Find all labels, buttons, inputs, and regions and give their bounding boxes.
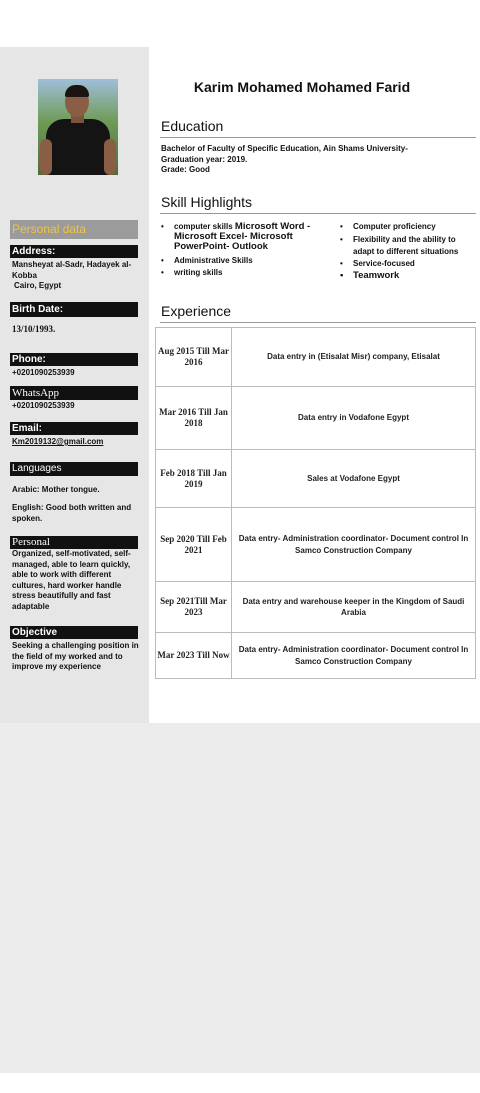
email-label: Email: [10, 422, 138, 435]
education-line2: Graduation year: 2019. [161, 154, 248, 164]
birth-date-value: 13/10/1993. [12, 324, 56, 334]
phone-value: +0201090253939 [12, 368, 75, 377]
address-line2: Cairo, Egypt [14, 281, 62, 290]
skill-computer-proficiency: • Computer proficiency [340, 222, 436, 231]
personal-label: Personal [10, 536, 138, 549]
experience-date: Aug 2015 Till Mar 2016 [156, 328, 232, 387]
skill-administrative: • Administrative Skills [161, 256, 253, 265]
objective-text: Seeking a challenging position in the field of my worked and to improve my experience [12, 641, 139, 671]
experience-heading: Experience [161, 303, 232, 319]
phone-label: Phone: [10, 353, 138, 366]
experience-job: Data entry- Administration coordinator- Document control In Samco Construction Company [232, 633, 476, 679]
bullet-icon: • [340, 235, 343, 244]
experience-job: Data entry in Vodafone Egypt [232, 387, 476, 450]
experience-job: Data entry in (Etisalat Misr) company, Etisalat [232, 328, 476, 387]
skills-rule [160, 213, 476, 214]
email-link[interactable]: Km2019132@gmail.com [12, 437, 104, 446]
skill-teamwork: • Teamwork [340, 270, 400, 281]
skill-flexibility: • Flexibility and the ability to adapt to different situations [340, 235, 459, 256]
address-line1: Mansheyat al-Sadr, Hadayek al-Kobba [12, 260, 132, 280]
skill-writing: • writing skills [161, 268, 223, 277]
experience-job: Data entry and warehouse keeper in the Kingdom of Saudi Arabia [232, 582, 476, 633]
skills-heading: Skill Highlights [161, 194, 253, 210]
languages-label: Languages [10, 462, 138, 476]
whatsapp-label: WhatsApp [10, 386, 138, 400]
table-row [156, 387, 476, 450]
profile-photo [38, 79, 118, 175]
skill-computer: • computer skills Microsoft Word - Microsoft Excel- Microsoft PowerPoint- Outlook [161, 221, 311, 252]
personal-data-heading: Personal data [10, 220, 138, 239]
blank-page-area [0, 723, 480, 1073]
language-arabic: Arabic: Mother tongue. [12, 485, 100, 494]
personal-text: Organized, self-motivated, self-managed, able to learn quickly, able to work with different cultures, hard worker handle stress beautifully and fast adaptable [12, 549, 131, 611]
experience-job: Sales at Vodafone Egypt [232, 450, 476, 508]
education-heading: Education [161, 118, 224, 134]
experience-date: Feb 2018 Till Jan 2019 [156, 450, 232, 508]
address-label: Address: [10, 245, 138, 258]
table-row [156, 582, 476, 633]
bullet-icon: • [340, 222, 343, 231]
table-row [156, 633, 476, 679]
table-row [156, 508, 476, 582]
education-line3: Grade: Good [161, 165, 210, 174]
birth-date-label: Birth Date: [10, 302, 138, 317]
skill-service-focused: • Service-focused [340, 259, 415, 268]
table-row [156, 450, 476, 508]
bullet-icon: • [161, 268, 164, 277]
bullet-icon: • [161, 222, 164, 231]
bullet-icon: • [340, 259, 343, 268]
experience-job: Data entry- Administration coordinator- Document control In Samco Construction Company [232, 508, 476, 582]
experience-date: Sep 2021Till Mar 2023 [156, 582, 232, 633]
candidate-name: Karim Mohamed Mohamed Farid [193, 79, 411, 95]
experience-date: Sep 2020 Till Feb 2021 [156, 508, 232, 582]
education-details [161, 144, 461, 176]
sidebar [0, 47, 149, 723]
experience-date: Mar 2023 Till Now [156, 633, 232, 679]
experience-table [155, 327, 476, 679]
education-line1: Bachelor of Faculty of Specific Education, Ain Shams University- [161, 144, 408, 153]
experience-rule [160, 322, 476, 323]
resume-page [0, 47, 480, 723]
experience-date: Mar 2016 Till Jan 2018 [156, 387, 232, 450]
table-row [156, 328, 476, 387]
objective-label: Objective [10, 626, 138, 639]
bullet-icon: • [340, 270, 344, 281]
education-rule [160, 137, 476, 138]
bullet-icon: • [161, 256, 164, 265]
whatsapp-value: +0201090253939 [12, 401, 75, 410]
language-english: English: Good both written and spoken. [12, 503, 132, 523]
